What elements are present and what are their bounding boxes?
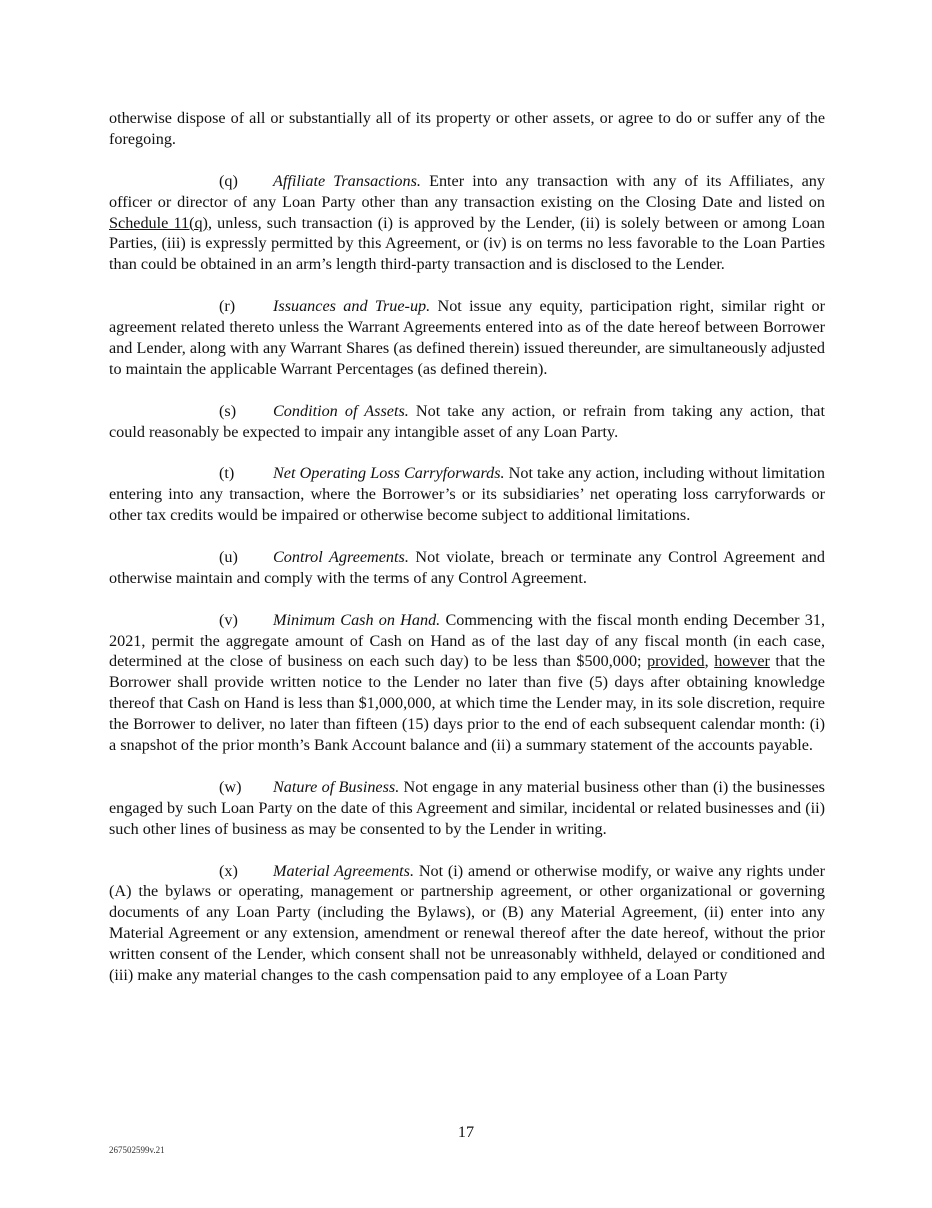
section-number: (x) (219, 861, 238, 880)
section-title: Condition of Assets. (273, 401, 409, 420)
section-title: Control Agreements. (273, 547, 409, 566)
section-title: Minimum Cash on Hand. (273, 610, 441, 629)
section-title: Affiliate Transactions. (273, 171, 421, 190)
section-w (109, 777, 825, 840)
section-text: Not take any action, or refrain from taking any action, that could reasonably be expected to impair any intangible asset of any Loan Party. (109, 401, 825, 441)
section-text: Enter into any transaction with any of its Affiliates, any officer or director of any Loan Party other than any transaction existing on the Closing Date and listed on (109, 171, 825, 211)
section-number: (s) (219, 401, 237, 420)
section-x (109, 861, 825, 986)
section-text: Not (i) amend or otherwise modify, or waive any rights under (A) the bylaws or operating, management or partnership agreement, or other organizational or governing documents of any Loan Party (including the Bylaws), or (B) any Material Agreement, (ii) enter into any Material Agreement or any extension, amendment or renewal thereof after the date hereof, without the prior written consent of the Lender, which consent shall not be unreasonably withheld, delayed or conditioned and (iii) make any material changes to the cash compensation paid to any employee of a Loan Party (109, 861, 825, 985)
section-number: (t) (219, 464, 235, 483)
section-number: (r) (219, 297, 236, 316)
intro-paragraph (109, 108, 825, 150)
section-number: (v) (219, 610, 238, 629)
section-title: Nature of Business. (273, 777, 400, 796)
intro-text: otherwise dispose of all or substantially all of its property or other assets, or agree to do or suffer any of the foregoing. (109, 109, 825, 148)
section-u (109, 547, 825, 589)
section-title: Net Operating Loss Carryforwards. (273, 464, 505, 483)
section-r (109, 296, 825, 380)
document-id: 267502599v.21 (109, 1145, 165, 1155)
document-body (109, 108, 825, 1007)
section-v: (v) Minimum Cash on Hand. Commencing with the fiscal month ending December 31, 2021, permit the aggregate amount of Cash on Hand as of the last day of any fiscal month (in each case, determined at the close of business on each such day) to be less than $500,000; provided, however that the Borrower shall provide written notice to the Lender no later than five (5) days after obtaining knowledge thereof that Cash on Hand is less than $1,000,000, at which time the Lender may, in its sole discretion, require the Borrower to deliver, no later than fifteen (15) days prior to the end of each subsequent calendar month: (i) a snapshot of the prior month’s Bank Account balance and (ii) a summary statement of the accounts payable. (109, 610, 825, 755)
section-q (109, 171, 825, 276)
proviso-provided: provided (647, 652, 705, 671)
section-t (109, 463, 825, 526)
schedule-reference: Schedule 11(q) (109, 213, 208, 232)
section-text: Not issue any equity, participation right, similar right or agreement related thereto unless the Warrant Agreements entered into as of the date hereof between Borrower and Lender, along with any Warrant Shares (as defined therein) issued thereunder, are simultaneously adjusted to maintain the applicable Warrant Percentages (as defined therein). (109, 297, 825, 378)
proviso-however: however (714, 652, 770, 671)
section-text: Not engage in any material business other than (i) the businesses engaged by such Loan Party on the date of this Agreement and similar, incidental or related businesses and (ii) such other lines of business as may be consented to by the Lender in writing. (109, 777, 825, 838)
section-number: (u) (219, 547, 238, 566)
section-text: , unless, such transaction (i) is approved by the Lender, (ii) is solely between or among Loan Parties, (iii) is expressly permitted by this Agreement, or (iv) is on terms no less favorable to the Loan Parties than could be obtained in an arm’s length third-party transaction and is disclosed to the Lender. (109, 213, 825, 274)
section-text: Not take any action, including without limitation entering into any transaction, where the Borrower’s or its subsidiaries’ net operating loss carryforwards or other tax credits would be impaired or otherwise become subject to additional limitations. (109, 464, 825, 525)
section-title: Material Agreements. (273, 861, 415, 880)
section-s (109, 401, 825, 443)
section-number: (q) (219, 171, 238, 190)
section-text: Not violate, breach or terminate any Control Agreement and otherwise maintain and comply with the terms of any Control Agreement. (109, 547, 825, 587)
section-text: that the Borrower shall provide written notice to the Lender no later than five (5) days after obtaining knowledge thereof that Cash on Hand is less than $1,000,000, at which time the Lender may, in its sole discretion, require the Borrower to deliver, no later than fifteen (15) days prior to the end of each subsequent calendar month: (i) a snapshot of the prior month’s Bank Account balance and (ii) a summary statement of the accounts payable. (109, 652, 825, 755)
section-number: (w) (219, 777, 242, 796)
section-text: Commencing with the fiscal month ending December 31, 2021, permit the aggregate amount of Cash on Hand as of the last day of any fiscal month (in each case, determined at the close of business on each such day) to be less than $500,000; (109, 610, 825, 671)
section-title: Issuances and True-up. (273, 297, 431, 316)
page-number: 17 (457, 1123, 475, 1141)
